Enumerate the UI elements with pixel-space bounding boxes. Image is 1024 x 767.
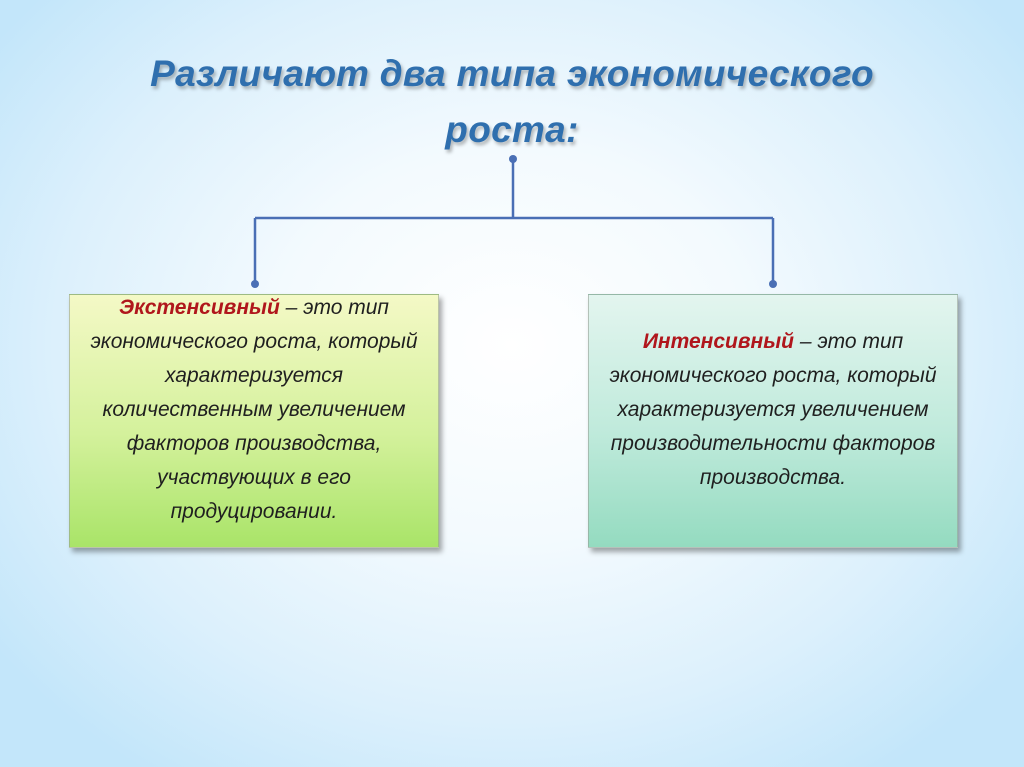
- connector-dot-top: [509, 155, 517, 163]
- extensive-definition: – это тип экономического роста, который характеризуется количественным увеличением факторов производства, участвующих в его продуцировании.: [90, 296, 418, 523]
- intensive-growth-box: [588, 294, 958, 548]
- extensive-growth-text: [80, 291, 428, 529]
- title-line-1: Различают два типа экономического: [150, 53, 874, 94]
- connector-dot-right: [769, 280, 777, 288]
- intensive-definition: – это тип экономического роста, который характеризуется увеличением производительности факторов производства.: [609, 330, 937, 489]
- intensive-term: Интенсивный: [642, 330, 794, 353]
- extensive-term: Экстенсивный: [119, 296, 280, 319]
- intensive-growth-text: [599, 325, 947, 495]
- extensive-growth-box: [69, 294, 439, 548]
- title-line-2: роста:: [445, 109, 579, 150]
- connector-dot-left: [251, 280, 259, 288]
